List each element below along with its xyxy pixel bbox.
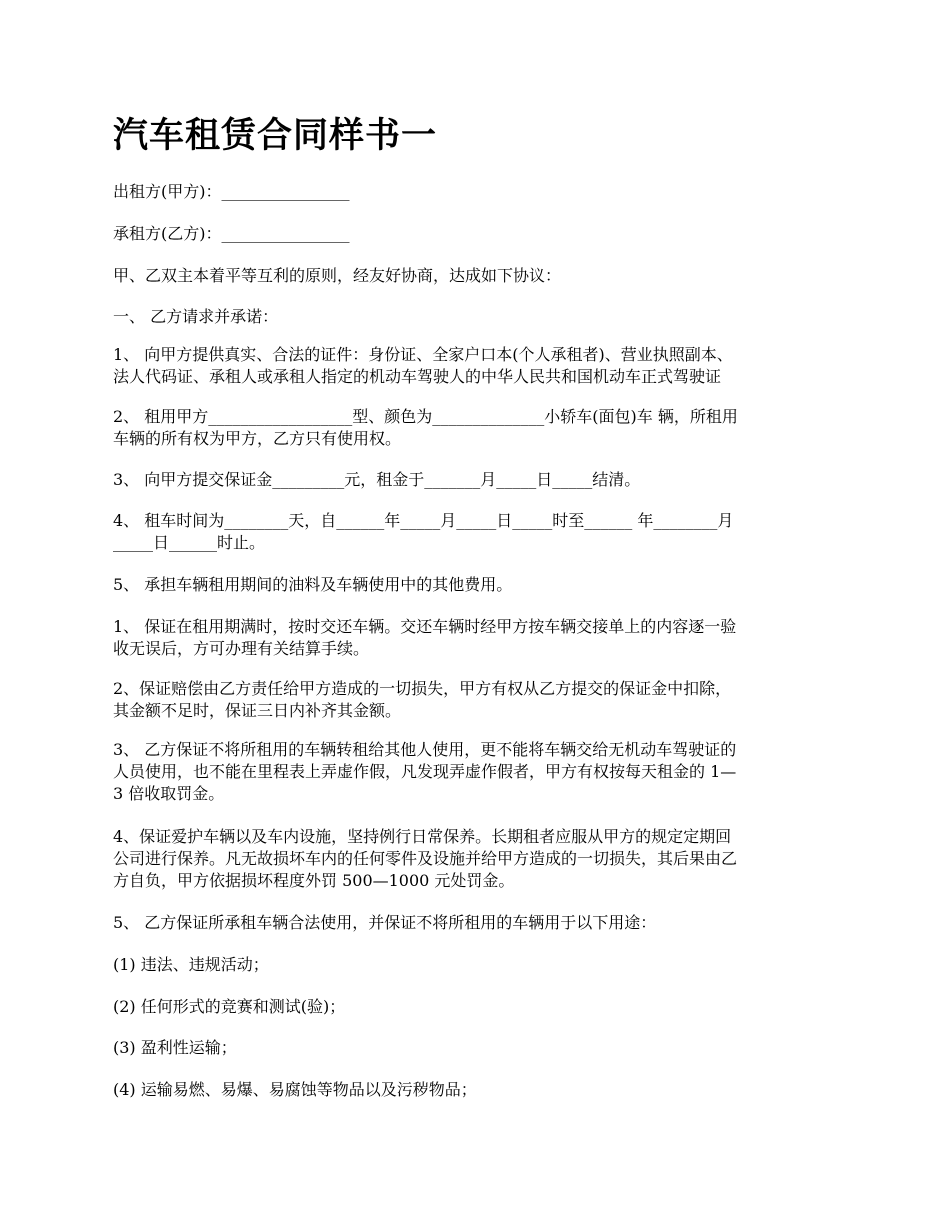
- clause-line: _____日______时止。: [113, 533, 266, 552]
- clause-line: 收无误后，方可办理有关结算手续。: [113, 639, 370, 658]
- guarantee-item-4: [113, 826, 840, 892]
- intro-paragraph: 甲、乙双主本着平等互利的原则，经友好协商，达成如下协议：: [113, 266, 562, 285]
- guarantee-item-1: [113, 616, 840, 660]
- clause-line: 方自负，甲方依据损坏程度外罚 500—1000 元处罚金。: [113, 871, 515, 890]
- use-item-1: (1) 违法、违规活动；: [113, 955, 269, 974]
- clause-line: 2、 租用甲方__________________型、颜色为______________小轿车(面包)车 辆，所租用: [113, 407, 738, 426]
- guarantee-item-3: [113, 739, 840, 805]
- use-item-3: (3) 盈利性运输；: [113, 1038, 237, 1057]
- clause-item-1: [113, 344, 840, 388]
- use-item-4: (4) 运输易燃、易爆、易腐蚀等物品以及污秽物品；: [113, 1080, 477, 1099]
- clause-line: 1、 保证在租用期满时，按时交还车辆。交还车辆时经甲方按车辆交接单上的内容逐一验: [113, 617, 737, 636]
- guarantee-item-2: [113, 678, 840, 722]
- clause-line: 人员使用，也不能在里程表上弄虚作假，凡发现弄虚作假者，甲方有权按每天租金的 1—: [113, 762, 737, 781]
- clause-line: 4、 租车时间为________天，自______年_____月_____日_____时至______ 年________月: [113, 511, 734, 530]
- clause-line: 法人代码证、承租人或承租人指定的机动车驾驶人的中华人民共和国机动车正式驾驶证: [113, 367, 722, 386]
- clause-item-3: 3、 向甲方提交保证金_________元，租金于_______月_____日_____结清。: [113, 470, 641, 489]
- clause-line: 2、保证赔偿由乙方责任给甲方造成的一切损失，甲方有权从乙方提交的保证金中扣除，: [113, 679, 732, 698]
- clause-line: 1、 向甲方提供真实、合法的证件：身份证、全家户口本(个人承租者)、营业执照副本、: [113, 345, 733, 364]
- use-item-2: (2) 任何形式的竞赛和测试(验)；: [113, 997, 346, 1016]
- clause-item-2: [113, 406, 840, 450]
- lessor-line: 出租方(甲方)：________________: [113, 182, 350, 201]
- section-heading: 一、 乙方请求并承诺：: [113, 307, 279, 326]
- clause-line: 3、 乙方保证不将所租用的车辆转租给其他人使用，更不能将车辆交给无机动车驾驶证的: [113, 740, 737, 759]
- clause-line: 公司进行保养。凡无故损坏车内的任何零件及设施并给甲方造成的一切损失，其后果由乙: [113, 849, 738, 868]
- clause-line: 其金额不足时，保证三日内补齐其金额。: [113, 701, 402, 720]
- clause-item-5: 5、 承担车辆租用期间的油料及车辆使用中的其他费用。: [113, 575, 513, 594]
- clause-line: 3 倍收取罚金。: [113, 784, 225, 803]
- clause-line: 车辆的所有权为甲方，乙方只有使用权。: [113, 429, 402, 448]
- lessee-line: 承租方(乙方)：________________: [113, 224, 350, 243]
- guarantee-item-5: 5、 乙方保证所承租车辆合法使用，并保证不将所租用的车辆用于以下用途：: [113, 913, 657, 932]
- document-title: 汽车租赁合同样书一: [113, 116, 438, 156]
- clause-line: 4、保证爱护车辆以及车内设施，坚持例行日常保养。长期租者应服从甲方的规定定期回: [113, 827, 732, 846]
- clause-item-4: [113, 510, 840, 554]
